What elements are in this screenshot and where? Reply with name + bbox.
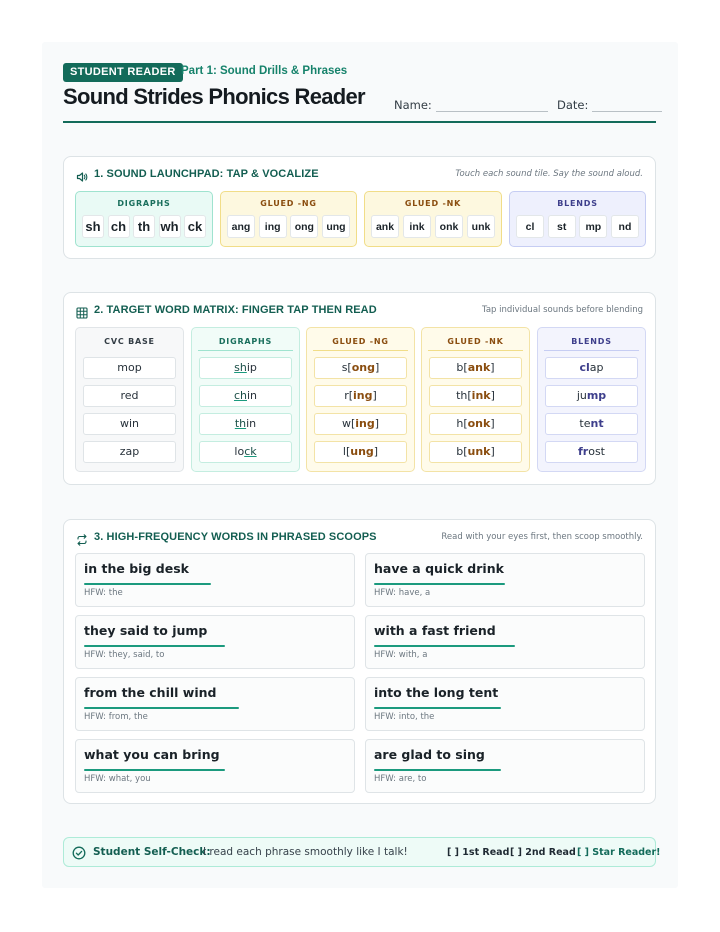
self-check-bar — [63, 837, 661, 867]
self-check-label: Student Self-Check: — [93, 846, 211, 858]
target-word[interactable] — [314, 385, 407, 407]
target-word[interactable] — [429, 357, 522, 379]
target-sound: ch — [233, 389, 247, 402]
target-sound: sh — [234, 361, 247, 374]
phrase-text: have a quick drink — [374, 561, 504, 576]
word-part: w[ — [341, 417, 356, 430]
word-part: p — [132, 445, 140, 458]
hfw-list: HFW: with, a — [374, 650, 428, 660]
phrase-text: from the chill wind — [84, 685, 217, 700]
phrase-text: in the big desk — [84, 561, 189, 576]
target-sound: ong — [351, 361, 375, 374]
digraphs-group — [75, 191, 213, 247]
matrix-column — [75, 327, 184, 472]
sound-tile-unk[interactable]: unk — [467, 215, 495, 238]
column-header: DIGRAPHS — [198, 337, 293, 351]
target-sound: unk — [467, 445, 491, 458]
word-part: ju — [576, 389, 587, 402]
target-word[interactable] — [545, 413, 638, 435]
word-part: ip — [246, 361, 257, 374]
tile-row — [371, 215, 495, 238]
tile-row — [82, 215, 206, 238]
target-word[interactable] — [545, 441, 638, 463]
target-sound: onk — [467, 417, 491, 430]
sound-tile-wh[interactable]: wh — [159, 215, 181, 238]
word-matrix-section — [63, 292, 656, 485]
check-circle-icon — [72, 845, 86, 859]
column-header: BLENDS — [544, 337, 639, 351]
target-word[interactable] — [545, 357, 638, 379]
matrix-note: Tap individual sounds before blending — [482, 305, 643, 315]
phrase-card[interactable] — [365, 553, 645, 607]
glued-ng-group — [220, 191, 357, 247]
word-part: in — [246, 417, 257, 430]
word-part: th[ — [456, 389, 472, 402]
sound-tile-ch[interactable]: ch — [108, 215, 130, 238]
word-part: lo — [234, 445, 245, 458]
target-word[interactable] — [199, 441, 292, 463]
target-sound: a — [125, 445, 133, 458]
sound-tile-ang[interactable]: ang — [227, 215, 255, 238]
phrase-card[interactable] — [75, 677, 355, 731]
launchpad-header — [76, 168, 319, 180]
tile-row — [227, 215, 350, 238]
student-reader-badge: STUDENT READER — [63, 63, 183, 82]
target-word[interactable] — [83, 357, 176, 379]
phrases-title: 3. HIGH-FREQUENCY WORDS IN PHRASED SCOOPS — [94, 531, 377, 543]
word-part: in — [247, 389, 258, 402]
phrase-card[interactable] — [75, 615, 355, 669]
word-part: te — [579, 417, 591, 430]
first-read-checkbox[interactable]: [ ] 1st Read — [447, 847, 510, 858]
word-part: ap — [589, 361, 604, 374]
target-word[interactable] — [199, 413, 292, 435]
scoop-line — [84, 583, 211, 585]
word-part: z — [119, 445, 126, 458]
word-part: s[ — [341, 361, 352, 374]
scoop-line — [84, 769, 225, 771]
header-rule — [63, 121, 656, 123]
target-word[interactable] — [83, 441, 176, 463]
phrase-card[interactable] — [75, 739, 355, 793]
sound-tile-ung[interactable]: ung — [322, 215, 350, 238]
word-part: ] — [490, 417, 495, 430]
target-sound: ink — [471, 389, 491, 402]
sound-launchpad-section — [63, 156, 656, 259]
second-read-checkbox[interactable]: [ ] 2nd Read — [510, 847, 576, 858]
grid-icon — [76, 304, 88, 316]
word-part: ] — [490, 445, 495, 458]
word-part: p — [134, 361, 142, 374]
target-sound: ung — [350, 445, 374, 458]
blends-group — [509, 191, 646, 247]
scoop-line — [374, 707, 501, 709]
target-word[interactable] — [314, 413, 407, 435]
column-header: GLUED -NK — [428, 337, 523, 351]
sound-tile-mp[interactable]: mp — [579, 215, 607, 238]
word-part: d — [131, 389, 139, 402]
word-part: h[ — [456, 417, 468, 430]
phrase-card[interactable] — [75, 553, 355, 607]
target-sound: th — [234, 417, 247, 430]
name-label: Name: — [394, 98, 432, 112]
target-word[interactable] — [83, 385, 176, 407]
word-part: b[ — [456, 445, 468, 458]
word-part: m — [117, 361, 128, 374]
matrix-column — [421, 327, 530, 472]
star-reader-checkbox[interactable]: [ ] Star Reader! — [577, 847, 661, 858]
matrix-title: 2. TARGET WORD MATRIX: FINGER TAP THEN READ — [94, 304, 377, 316]
phrase-text: they said to jump — [84, 623, 208, 638]
word-part: ] — [375, 361, 380, 374]
target-word[interactable] — [429, 413, 522, 435]
target-word[interactable] — [429, 441, 522, 463]
target-sound: cl — [579, 361, 590, 374]
glued-nk-group — [364, 191, 502, 247]
phrase-text: are glad to sing — [374, 747, 485, 762]
matrix-column — [191, 327, 300, 472]
page-title: Sound Strides Phonics Reader — [63, 84, 365, 109]
phrases-note: Read with your eyes first, then scoop smoothly. — [441, 532, 643, 542]
word-part: ] — [490, 389, 495, 402]
sound-tile-ank[interactable]: ank — [371, 215, 399, 238]
target-sound: e — [124, 389, 132, 402]
speaker-icon — [76, 168, 88, 180]
hfw-list: HFW: are, to — [374, 774, 427, 784]
target-sound: nt — [590, 417, 604, 430]
sound-tile-st[interactable]: st — [548, 215, 576, 238]
target-sound: ck — [244, 445, 257, 458]
sound-tile-th[interactable]: th — [133, 215, 155, 238]
matrix-column — [306, 327, 415, 472]
hfw-list: HFW: from, the — [84, 712, 148, 722]
word-part: ] — [373, 445, 379, 458]
sound-tile-ing[interactable]: ing — [259, 215, 287, 238]
target-word[interactable] — [314, 441, 407, 463]
date-field[interactable] — [557, 98, 662, 112]
sound-tile-nd[interactable]: nd — [611, 215, 639, 238]
scoop-line — [374, 645, 515, 647]
column-header: GLUED -NG — [313, 337, 408, 351]
sound-tile-sh[interactable]: sh — [82, 215, 104, 238]
word-part: l[ — [342, 445, 351, 458]
phrase-card[interactable] — [365, 677, 645, 731]
tile-row — [516, 215, 639, 238]
scoop-line — [374, 583, 505, 585]
target-sound: o — [128, 361, 135, 374]
scoop-line — [374, 769, 501, 771]
target-sound: ing — [355, 417, 375, 430]
part-subtitle: Part 1: Sound Drills & Phrases — [181, 65, 348, 77]
target-word[interactable] — [429, 385, 522, 407]
hfw-list: HFW: into, the — [374, 712, 435, 722]
sound-tile-cl[interactable]: cl — [516, 215, 544, 238]
target-sound: i — [128, 417, 133, 430]
target-word[interactable] — [83, 413, 176, 435]
target-sound: mp — [586, 389, 607, 402]
scoop-line — [84, 645, 225, 647]
word-part: ] — [372, 389, 377, 402]
name-field[interactable] — [394, 98, 548, 112]
word-part: r — [120, 389, 125, 402]
name-blank-line[interactable] — [436, 102, 548, 112]
sound-tile-ong[interactable]: ong — [290, 215, 318, 238]
phrase-text: what you can bring — [84, 747, 220, 762]
column-header: CVC BASE — [104, 337, 155, 346]
sound-tile-onk[interactable]: onk — [435, 215, 463, 238]
date-blank-line[interactable] — [592, 102, 662, 112]
launchpad-note: Touch each sound tile. Say the sound aloud. — [455, 169, 643, 179]
repeat-icon — [76, 531, 88, 543]
phrase-text: into the long tent — [374, 685, 499, 700]
target-sound: ing — [353, 389, 373, 402]
scoop-line — [84, 707, 239, 709]
word-part: r[ — [344, 389, 354, 402]
target-sound: fr — [578, 445, 589, 458]
group-label: GLUED -NG — [260, 199, 317, 208]
target-word[interactable] — [545, 385, 638, 407]
phrases-header — [76, 531, 377, 543]
phrased-scoops-section — [63, 519, 656, 804]
word-part: ost — [588, 445, 605, 458]
sound-tile-ink[interactable]: ink — [403, 215, 431, 238]
matrix-column — [537, 327, 646, 472]
word-part: n — [132, 417, 140, 430]
hfw-list: HFW: what, you — [84, 774, 151, 784]
group-label: DIGRAPHS — [117, 199, 171, 208]
target-word[interactable] — [199, 385, 292, 407]
target-sound: ank — [467, 361, 491, 374]
launchpad-title: 1. SOUND LAUNCHPAD: TAP & VOCALIZE — [94, 168, 319, 180]
sound-tile-ck[interactable]: ck — [184, 215, 206, 238]
word-part: b[ — [456, 361, 468, 374]
word-part: ] — [374, 417, 380, 430]
group-label: BLENDS — [557, 199, 598, 208]
target-word[interactable] — [199, 357, 292, 379]
hfw-list: HFW: the — [84, 588, 123, 598]
self-check-text: I read each phrase smoothly like I talk! — [203, 846, 408, 858]
group-label: GLUED -NK — [404, 199, 462, 208]
hfw-list: HFW: they, said, to — [84, 650, 165, 660]
target-word[interactable] — [314, 357, 407, 379]
date-label: Date: — [557, 98, 589, 112]
hfw-list: HFW: have, a — [374, 588, 431, 598]
word-part: ] — [490, 361, 495, 374]
phrase-card[interactable] — [365, 739, 645, 793]
matrix-header — [76, 304, 377, 316]
phrase-card[interactable] — [365, 615, 645, 669]
word-part: w — [119, 417, 129, 430]
phrase-text: with a fast friend — [374, 623, 496, 638]
